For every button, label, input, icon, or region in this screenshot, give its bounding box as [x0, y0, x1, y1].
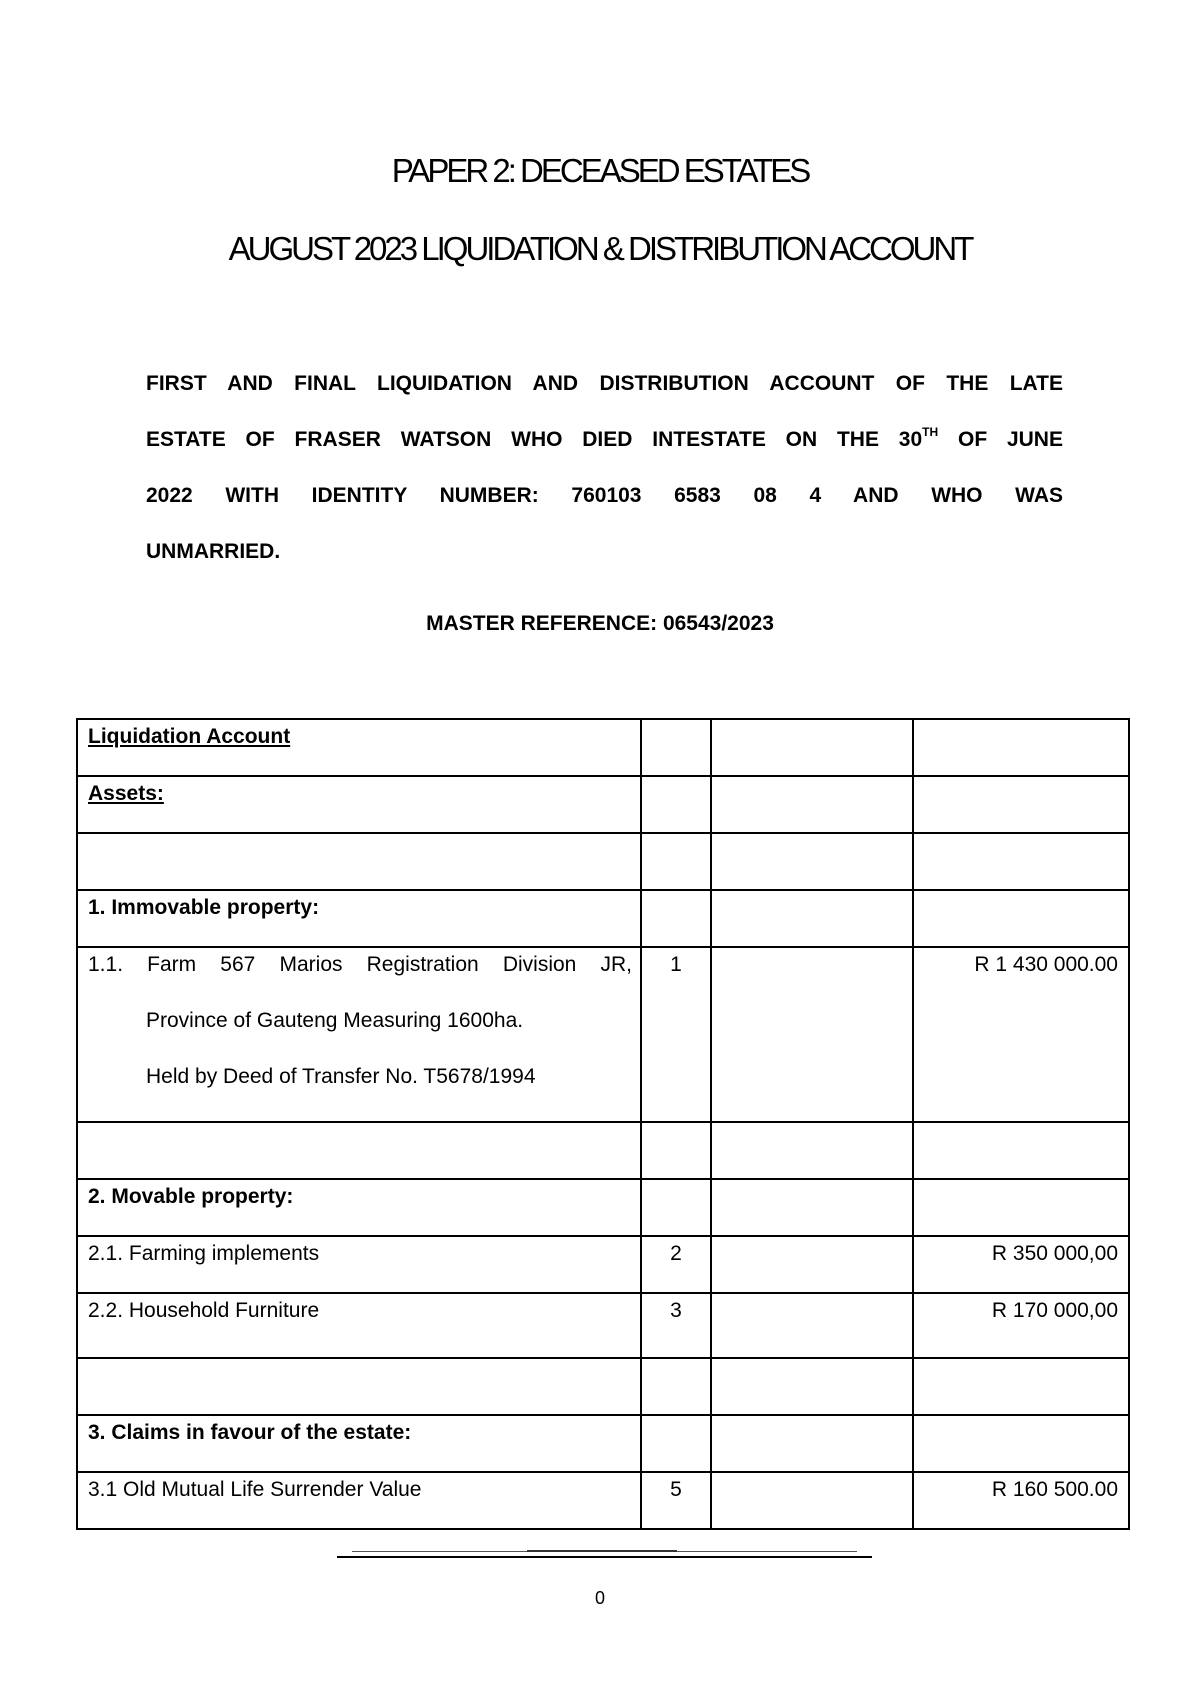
- description-line: UNMARRIED.: [146, 540, 281, 563]
- table-cell: [711, 1236, 913, 1293]
- section-heading: 3. Claims in favour of the estate:: [77, 1415, 641, 1472]
- table-cell: [913, 833, 1129, 890]
- description-line: 2022 WITH IDENTITY NUMBER: 760103 6583 08 4 AND WHO WAS: [146, 484, 1063, 507]
- table-row: [77, 1472, 1129, 1529]
- table-cell: [913, 776, 1129, 833]
- description-text: ESTATE OF FRASER WATSON WHO DIED INTESTATE ON THE 30: [146, 428, 923, 451]
- table-cell: [641, 719, 711, 776]
- table-row: [77, 1122, 1129, 1179]
- section-heading: 2. Movable property:: [77, 1179, 641, 1236]
- asset-line: Held by Deed of Transfer No. T5678/1994: [146, 1065, 536, 1088]
- amount: R 160 500.00: [913, 1472, 1129, 1529]
- amount: R 1 430 000.00: [913, 947, 1129, 1122]
- liquidation-account-table: [76, 718, 1130, 1530]
- master-reference: MASTER REFERENCE: 06543/2023: [426, 612, 774, 635]
- table-cell: [641, 1358, 711, 1415]
- table-cell: [711, 947, 913, 1122]
- table-cell: [641, 1179, 711, 1236]
- table-row: [77, 776, 1129, 833]
- footer-divider: [337, 1556, 872, 1558]
- table-row: [77, 1358, 1129, 1415]
- table-cell: [77, 776, 641, 833]
- page-number: 0: [594, 1588, 605, 1608]
- table-row: [77, 1415, 1129, 1472]
- table-cell: [913, 719, 1129, 776]
- table-cell: [77, 1122, 641, 1179]
- reference-number: 2: [641, 1236, 711, 1293]
- page-title: PAPER 2: DECEASED ESTATES: [391, 152, 809, 189]
- table-row: [77, 1179, 1129, 1236]
- table-cell: [77, 1358, 641, 1415]
- table-cell: [77, 833, 641, 890]
- table-row: [77, 833, 1129, 890]
- asset-description: 3.1 Old Mutual Life Surrender Value: [77, 1472, 641, 1529]
- table-cell: [641, 833, 711, 890]
- table-row: [77, 947, 1129, 1122]
- asset-line: Province of Gauteng Measuring 1600ha.: [146, 1009, 524, 1032]
- asset-description: [77, 947, 641, 1122]
- table-row: [77, 719, 1129, 776]
- table-row: [77, 1293, 1129, 1358]
- page-subtitle: AUGUST 2023 LIQUIDATION & DISTRIBUTION ACCOUNT: [228, 230, 972, 267]
- asset-description: 2.1. Farming implements: [77, 1236, 641, 1293]
- asset-description: 2.2. Household Furniture: [77, 1293, 641, 1358]
- table-cell: [711, 833, 913, 890]
- table-cell: [711, 1415, 913, 1472]
- section-heading: 1. Immovable property:: [77, 890, 641, 947]
- table-cell: [711, 1293, 913, 1358]
- footer-divider: [527, 1550, 677, 1552]
- account-description: [146, 356, 1063, 580]
- table-cell: [641, 776, 711, 833]
- amount: R 170 000,00: [913, 1293, 1129, 1358]
- amount: R 350 000,00: [913, 1236, 1129, 1293]
- table-cell: [711, 776, 913, 833]
- table-cell: [913, 1179, 1129, 1236]
- table-cell: [641, 1122, 711, 1179]
- table-row: [77, 1236, 1129, 1293]
- table-cell: [711, 719, 913, 776]
- ordinal-superscript: TH: [922, 425, 939, 439]
- table-row: [77, 890, 1129, 947]
- table-cell: [711, 1122, 913, 1179]
- description-line: FIRST AND FINAL LIQUIDATION AND DISTRIBUTION ACCOUNT OF THE LATE: [146, 372, 1063, 395]
- reference-number: 1: [641, 947, 711, 1122]
- table-cell: [711, 1358, 913, 1415]
- table-cell: [913, 1358, 1129, 1415]
- table-cell: [913, 1415, 1129, 1472]
- description-line: [146, 412, 1063, 468]
- table-cell: [913, 890, 1129, 947]
- table-cell: [711, 1179, 913, 1236]
- table-cell: [711, 1472, 913, 1529]
- description-text: OF JUNE: [938, 428, 1063, 451]
- table-heading: [77, 719, 641, 776]
- reference-number: 5: [641, 1472, 711, 1529]
- table-cell: [641, 1415, 711, 1472]
- reference-number: 3: [641, 1293, 711, 1358]
- table-cell: [711, 890, 913, 947]
- asset-line: 1.1. Farm 567 Marios Registration Division JR,: [88, 953, 632, 976]
- table-cell: [641, 890, 711, 947]
- liquidation-account-heading: Liquidation Account: [88, 725, 291, 748]
- assets-label: Assets:: [88, 782, 164, 805]
- table-cell: [913, 1122, 1129, 1179]
